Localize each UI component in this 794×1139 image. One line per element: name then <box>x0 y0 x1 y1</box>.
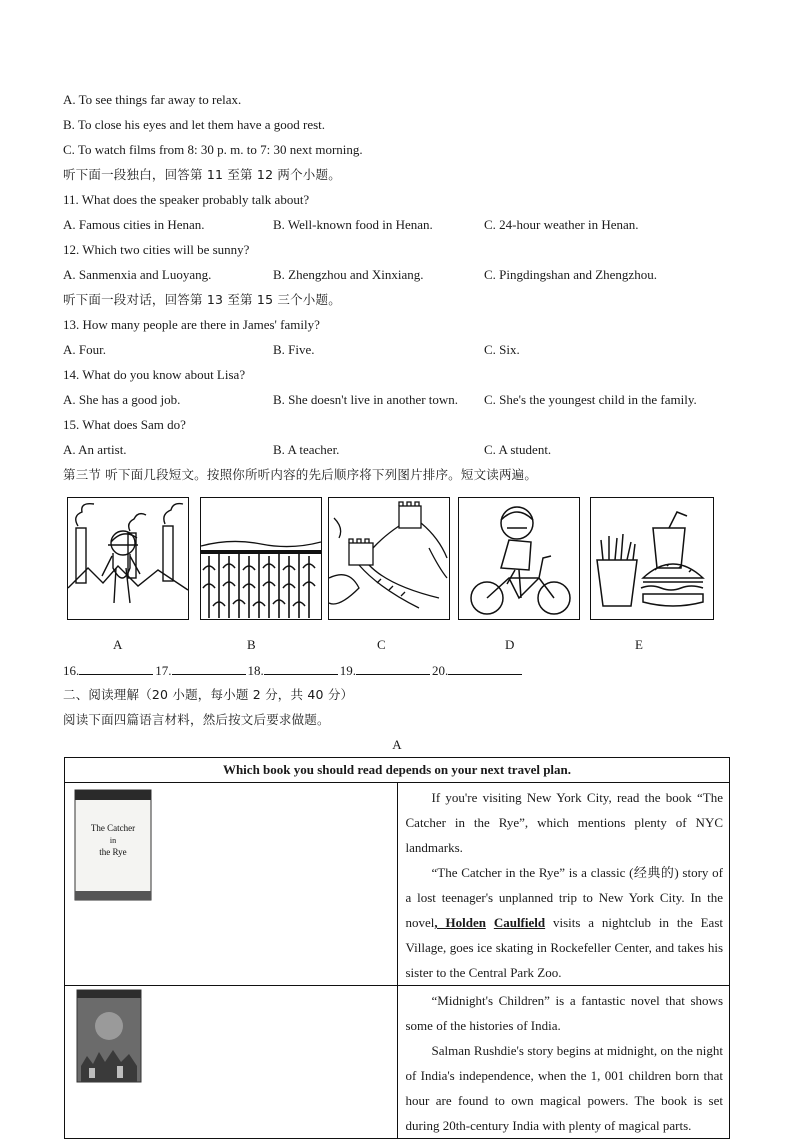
reading-heading: 二、阅读理解（20 小题，每小题 2 分，共 40 分） <box>63 687 354 702</box>
blank-20[interactable] <box>448 662 522 675</box>
svg-text:in: in <box>109 836 117 845</box>
table-title: Which book you should read depends on your next travel plan. <box>65 758 730 783</box>
blank-19[interactable] <box>356 662 430 675</box>
catcher-in-the-rye-cover <box>65 783 169 907</box>
blank-20-label: 20. <box>432 663 449 678</box>
book1-paragraph-1: If you're visiting New York City, read the book “The Catcher in the Rye”, which mentions plenty of NYC landmarks. <box>405 790 723 855</box>
picture-label-c: C <box>377 637 386 652</box>
book1-p2-start: “The Catcher in the Rye” is a classic (经典的) story of a lost teenager's unplanned trip to New York City. In the novel <box>405 865 723 930</box>
book2-cover-cell <box>65 986 398 1139</box>
book2-description <box>397 986 730 1139</box>
picture-a <box>67 497 189 620</box>
picture-label-b: B <box>247 637 256 652</box>
q14-option-b: B. She doesn't live in another town. <box>273 392 459 407</box>
svg-text:the Rye: the Rye <box>99 847 127 857</box>
q15-stem: 15. What does Sam do? <box>63 417 186 432</box>
instruction-13-15: 听下面一段对话，回答第 13 至第 15 三个小题。 <box>63 292 341 307</box>
q10-option-c: C. To watch films from 8: 30 p. m. to 7: 30 next morning. <box>63 142 363 157</box>
q13-stem: 13. How many people are there in James' family? <box>63 317 320 332</box>
midnights-children-cover <box>65 986 169 1088</box>
q11-option-a: A. Famous cities in Henan. <box>63 217 205 232</box>
blank-17-label: 17. <box>155 663 172 678</box>
q14-option-a: A. She has a good job. <box>63 392 181 407</box>
great-wall-icon <box>329 498 449 619</box>
q12-option-b: B. Zhengzhou and Xinxiang. <box>273 267 424 282</box>
blank-18[interactable] <box>264 662 338 675</box>
picture-b <box>200 497 322 620</box>
holden-name: , Holden <box>434 915 486 930</box>
blank-16[interactable] <box>79 662 153 675</box>
picture-label-e: E <box>635 637 643 652</box>
book-table <box>64 757 730 1139</box>
section3-instruction: 第三节 听下面几段短文。按照你所听内容的先后顺序将下列图片排序。短文读两遍。 <box>63 467 538 482</box>
q11-option-b: B. Well-known food in Henan. <box>273 217 433 232</box>
book2-paragraph-1: “Midnight's Children” is a fantastic novel that shows some of the histories of India. <box>405 993 723 1033</box>
q15-option-a: A. An artist. <box>63 442 127 457</box>
q12-stem: 12. Which two cities will be sunny? <box>63 242 250 257</box>
corn-field-icon <box>201 498 321 619</box>
picture-d <box>458 497 580 620</box>
blank-18-label: 18. <box>247 663 264 678</box>
svg-text:The Catcher: The Catcher <box>90 823 136 833</box>
book1-p2-end: visits a nightclub in the East Village, goes ice skating in Rockefeller Center, and takes his sister to the Central Park Zoo. <box>405 915 723 980</box>
q13-option-a: A. Four. <box>63 342 106 357</box>
picture-c <box>328 497 450 620</box>
q14-stem: 14. What do you know about Lisa? <box>63 367 246 382</box>
q13-option-c: C. Six. <box>484 342 520 357</box>
blank-19-label: 19. <box>339 663 356 678</box>
q12-option-a: A. Sanmenxia and Luoyang. <box>63 267 212 282</box>
caulfield-name: Caulfield <box>493 915 546 930</box>
q11-option-c: C. 24-hour weather in Henan. <box>484 217 639 232</box>
blank-16-label: 16. <box>63 663 80 678</box>
blank-17[interactable] <box>172 662 246 675</box>
q11-stem: 11. What does the speaker probably talk about? <box>63 192 310 207</box>
q10-option-b: B. To close his eyes and let them have a good rest. <box>63 117 326 132</box>
picture-e <box>590 497 714 620</box>
instruction-11-12: 听下面一段独白，回答第 11 至第 12 两个小题。 <box>63 167 341 182</box>
book1-paragraph-2 <box>406 860 724 985</box>
picture-label-d: D <box>505 637 515 652</box>
cyclist-icon <box>459 498 579 619</box>
q14-option-c: C. She's the youngest child in the family. <box>484 392 697 407</box>
q15-option-c: C. A student. <box>484 442 552 457</box>
q15-option-b: B. A teacher. <box>273 442 340 457</box>
reading-instruction: 阅读下面四篇语言材料，然后按文后要求做题。 <box>63 712 330 727</box>
book1-cover-cell <box>65 783 398 986</box>
book2-paragraph-2: Salman Rushdie's story begins at midnight, on the night of India's independence, when the 1, 001 children born that hour are found to own magical powers. The book is set during 20th-century India with plenty of magical parts. <box>405 1043 723 1133</box>
smog-factory-person-icon <box>68 498 188 619</box>
q13-option-b: B. Five. <box>273 342 315 357</box>
book1-description <box>397 783 730 986</box>
q10-option-a: A. To see things far away to relax. <box>63 92 242 107</box>
q12-option-c: C. Pingdingshan and Zhengzhou. <box>484 267 657 282</box>
fast-food-icon <box>591 498 713 619</box>
picture-label-a: A <box>113 637 123 652</box>
passage-label: A <box>392 737 402 752</box>
answer-blanks <box>63 662 524 679</box>
